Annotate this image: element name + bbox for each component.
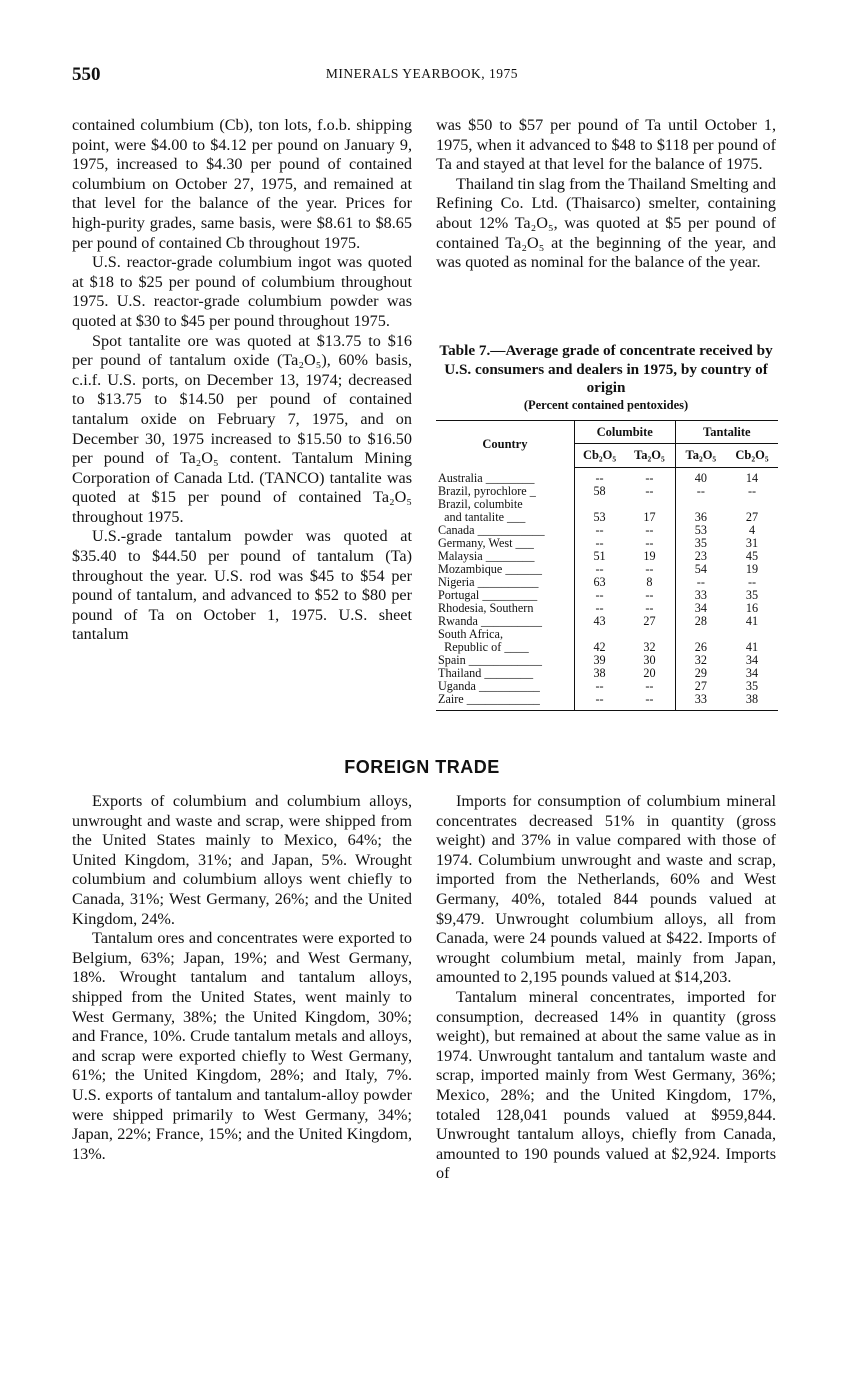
value-cell: 36	[675, 498, 726, 524]
value-cell: --	[574, 693, 624, 711]
table-title: Table 7.—Average grade of concentrate received by U.S. consumers and dealers in 1975, by country of origin	[439, 342, 773, 396]
value-cell: --	[645, 522, 654, 537]
country-name-line: Mozambique ______	[438, 561, 542, 576]
value-cell: 35	[745, 678, 759, 693]
paragraph: contained columbium (Cb), ton lots, f.o.b. shipping point, were $4.00 to $4.12 per pound on January 9, 1975, increased to $4.30 per pound of contained columbium on October 27, 1975, and remained at that level for the balance of the year. Prices for high-purity grades, same basis, were $8.61 to $8.65 per pound of contained Cb throughout 1975.	[72, 116, 412, 252]
value-cell: 41	[745, 639, 759, 654]
column-group-columbite: Columbite	[574, 421, 675, 444]
country-cell	[436, 563, 574, 576]
paragraph: Imports for consumption of columbium mineral concentrates decreased 51% in quantity (gross weight) and 37% in value compared with those of 1974. Columbium unwrought and waste and scrap, imported from the Netherlands, 60% and West Germany, 40%, totaled 844 pounds valued at $9,479. Unwrought columbium alloys, all from Canada, were 24 pounds valued at $422. Imports of wrought columbium metal, mainly from Japan, amounted to 2,195 pounds valued at $14,203.	[436, 792, 776, 987]
table-row	[436, 467, 778, 485]
column-header-cb2o5: Cb₂O₅	[574, 444, 624, 467]
value-cell: 58	[574, 485, 624, 498]
value-cell: 45	[745, 548, 759, 563]
running-title: MINERALS YEARBOOK, 1975	[325, 66, 519, 81]
value-cell: 20	[643, 665, 656, 680]
value-cell: --	[624, 693, 675, 711]
value-cell: 19	[745, 561, 759, 576]
country-name-line: South Africa,	[438, 626, 503, 641]
value-cell: --	[645, 678, 654, 693]
country-cell	[436, 524, 574, 537]
country-cell	[436, 589, 574, 602]
country-name-line: Rwanda __________	[438, 613, 542, 628]
concentrate-grade-table	[436, 420, 778, 711]
country-name-line: Portugal _________	[438, 587, 538, 602]
country-cell	[436, 615, 574, 628]
value-cell: 14	[745, 470, 759, 485]
value-cell: 63	[574, 576, 624, 589]
value-cell: 27	[745, 509, 759, 524]
value-cell: 32	[643, 639, 656, 654]
value-cell: 19	[643, 548, 656, 563]
value-cell: 29	[675, 667, 726, 680]
table-row	[436, 576, 778, 589]
country-name-line: Nigeria __________	[438, 574, 539, 589]
table-subtitle: (Percent contained pentoxides)	[523, 397, 689, 412]
value-cell: 40	[675, 467, 726, 485]
column-header-ta2o5: Ta₂O₅	[675, 444, 726, 467]
country-name-line: Malaysia ________	[438, 548, 535, 563]
country-name-line: and tantalite ___	[438, 509, 526, 524]
table-row	[436, 654, 778, 667]
value-cell: --	[574, 680, 624, 693]
value-cell: 32	[675, 654, 726, 667]
country-cell	[436, 654, 574, 667]
value-cell: 51	[574, 550, 624, 563]
value-cell: 33	[675, 589, 726, 602]
country-name-line: Republic of ____	[438, 639, 529, 654]
section-heading-foreign-trade: FOREIGN TRADE	[344, 757, 500, 777]
table-row	[436, 615, 778, 628]
paragraph: Tantalum ores and concentrates were exported to Belgium, 63%; Japan, 19%; and West Germany, 18%. Wrought tantalum and tantalum alloys, shipped from the United States, went mainly to West Germany, 38%; the United Kingdom, 30%; and France, 10%. Crude tantalum metals and alloys, and scrap were exported chiefly to West Germany, 61%; the United Kingdom, 28%; and Italy, 7%. U.S. exports of tantalum and tantalum-alloy powder were shipped primarily to West Germany, 34%; Japan, 22%; France, 15%; and the United Kingdom, 13%.	[72, 929, 412, 1163]
paragraph: was $50 to $57 per pound of Ta until October 1, 1975, when it advanced to $48 to $118 per pound of Ta and stayed at that level for the balance of 1975.	[436, 116, 776, 174]
table-row	[436, 693, 778, 711]
value-cell: --	[675, 485, 726, 498]
paragraph: Tantalum mineral concentrates, imported for consumption, decreased 14% in quantity (gross weight), but remained at about the same value as in 1974. Unwrought tantalum and tantalum waste and scrap, imported mainly from West Germany, 36%; Mexico, 28%; and the United Kingdom, 17%, totaled 128,041 pounds valued at $959,844. Unwrought tantalum alloys, chiefly from Canada, amounted to 190 pounds valued at $2,924. Imports of	[436, 987, 776, 1183]
table-row	[436, 550, 778, 563]
table-row	[436, 589, 778, 602]
value-cell: 23	[675, 550, 726, 563]
value-cell: 43	[574, 615, 624, 628]
paragraph: Thailand tin slag from the Thailand Smelting and Refining Co. Ltd. (Thaisarco) smelter, containing about 12% Ta₂O₅, was quoted at $5 per pound of contained Ta₂O₅ at the beginning of the year, and was quoted as nominal for the balance of the year.	[436, 174, 776, 272]
value-cell: 35	[675, 537, 726, 550]
country-name-line: Germany, West ___	[438, 535, 534, 550]
value-cell: 17	[643, 509, 656, 524]
value-cell: 34	[745, 652, 759, 667]
table-row	[436, 667, 778, 680]
table-row	[436, 680, 778, 693]
country-name-line: Brazil, columbite	[438, 496, 523, 511]
value-cell: --	[645, 587, 654, 602]
value-cell: 34	[675, 602, 726, 615]
paragraph: Spot tantalite ore was quoted at $13.75 to $16 per pound of tantalum oxide (Ta₂O₅), 60% basis, c.i.f. U.S. ports, on December 13, 1974; decreased to $13.75 to $14.50 per pound of contained tantalum oxide on February 7, 1975, and on December 30, 1975 increased to $15.50 to $16.50 per pound of Ta₂O₅ content. Tantalum Mining Corporation of Canada Ltd. (TANCO) tantalite was quoted at $15 per pound of contained Ta₂O₅ throughout 1975.	[72, 331, 412, 526]
table-row	[436, 537, 778, 550]
value-cell: 34	[745, 665, 759, 680]
country-cell	[436, 550, 574, 563]
country-name-line: Rhodesia, Southern	[438, 600, 534, 615]
table-row	[436, 628, 778, 654]
page-number: 550	[72, 64, 101, 85]
country-cell	[436, 467, 574, 485]
column-bottom-left	[72, 792, 412, 1164]
country-cell	[436, 498, 574, 524]
value-cell: 28	[675, 615, 726, 628]
value-cell: 39	[574, 654, 624, 667]
paragraph: U.S. reactor-grade columbium ingot was quoted at $18 to $25 per pound of columbium throughout 1975. U.S. reactor-grade columbium powder was quoted at $30 to $45 per pound throughout 1975.	[72, 253, 412, 330]
value-cell: --	[675, 576, 726, 589]
country-cell	[436, 667, 574, 680]
value-cell: --	[645, 483, 654, 498]
value-cell: 53	[675, 524, 726, 537]
column-top-right	[436, 116, 776, 273]
country-cell	[436, 628, 574, 654]
country-cell	[436, 680, 574, 693]
table-row	[436, 524, 778, 537]
value-cell: --	[645, 470, 654, 485]
value-cell: 27	[643, 613, 656, 628]
column-header-cb2o5: Cb₂O₅	[726, 444, 778, 467]
paragraph: U.S.-grade tantalum powder was quoted at $35.40 to $44.50 per pound of tantalum (Ta) throughout the year. U.S. rod was $45 to $54 per pound of tantalum, and advanced to $52 to $80 per pound of Ta on October 1, 1975. U.S. sheet tantalum	[72, 527, 412, 644]
value-cell: --	[645, 561, 654, 576]
column-bottom-right	[436, 792, 776, 1184]
country-name-line: Uganda __________	[438, 678, 540, 693]
table-row	[436, 485, 778, 498]
value-cell: 38	[726, 693, 778, 711]
value-cell: --	[747, 574, 757, 589]
value-cell: 31	[745, 535, 759, 550]
column-top-left	[72, 116, 412, 645]
country-name-line: Thailand ________	[438, 665, 534, 680]
country-name-line: Australia ________	[438, 470, 535, 485]
value-cell: --	[645, 535, 654, 550]
value-cell: 16	[745, 600, 759, 615]
value-cell: --	[574, 589, 624, 602]
value-cell: 4	[748, 522, 756, 537]
value-cell: --	[574, 537, 624, 550]
country-cell	[436, 485, 574, 498]
value-cell: --	[574, 602, 624, 615]
value-cell: 30	[643, 652, 656, 667]
country-name-line: Spain ____________	[438, 652, 542, 667]
column-group-tantalite: Tantalite	[675, 421, 778, 444]
value-cell: 35	[745, 587, 759, 602]
table-row	[436, 498, 778, 524]
country-cell	[436, 693, 574, 711]
table-row	[436, 563, 778, 576]
value-cell: 53	[574, 498, 624, 524]
value-cell: --	[574, 467, 624, 485]
value-cell: 41	[745, 613, 759, 628]
value-cell: 26	[675, 628, 726, 654]
value-cell: --	[574, 524, 624, 537]
value-cell: 8	[646, 574, 653, 589]
country-name-line: Zaire ____________	[438, 691, 540, 706]
country-name-line: Brazil, pyrochlore _	[438, 483, 536, 498]
value-cell: 42	[574, 628, 624, 654]
country-cell	[436, 537, 574, 550]
value-cell: 27	[675, 680, 726, 693]
column-header-country: Country	[436, 421, 574, 468]
table-caption	[436, 342, 776, 413]
value-cell: 54	[675, 563, 726, 576]
value-cell: 38	[574, 667, 624, 680]
country-cell	[436, 576, 574, 589]
value-cell: --	[645, 600, 654, 615]
value-cell: 33	[675, 693, 726, 711]
column-header-ta2o5: Ta₂O₅	[624, 444, 675, 467]
country-cell	[436, 602, 574, 615]
value-cell: --	[747, 483, 757, 498]
country-name-line: Canada ___________	[438, 522, 545, 537]
value-cell: --	[574, 563, 624, 576]
paragraph: Exports of columbium and columbium alloys, unwrought and waste and scrap, were shipped from the United States mainly to Mexico, 64%; the United Kingdom, 31%; and Japan, 5%. Wrought columbium and columbium alloys went chiefly to Canada, 31%; West Germany, 26%; and the United Kingdom, 24%.	[72, 792, 412, 928]
table-row	[436, 602, 778, 615]
